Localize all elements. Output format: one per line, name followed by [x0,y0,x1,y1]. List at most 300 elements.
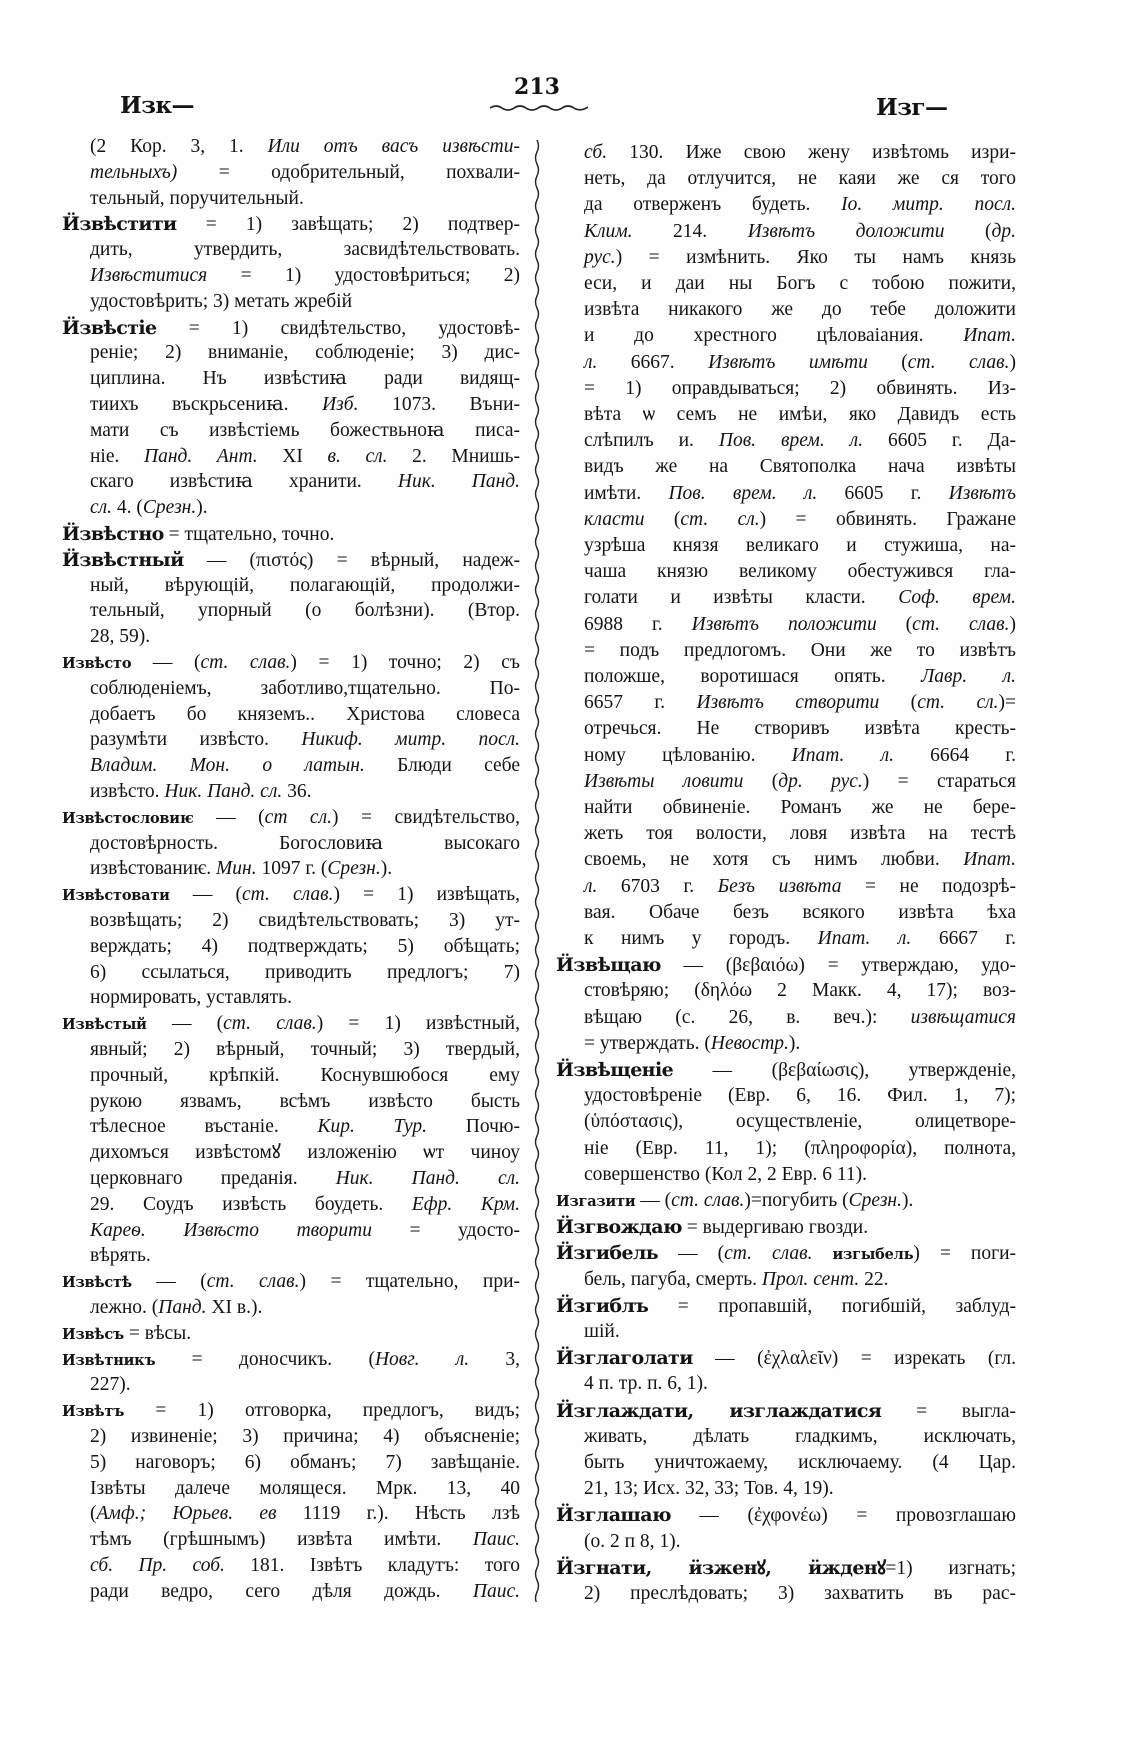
citation-italic: Ипат. [963,849,1016,871]
right-column-line [556,559,1016,585]
citation-italic: Никиф. митр. посл. [301,729,520,751]
right-column-line [556,1345,1016,1371]
definition-text: ніе. [90,445,145,467]
right-column-line [556,821,1016,847]
left-column-line [62,1011,520,1037]
definition-text: тельный, поручительный. [90,187,304,209]
citation-italic: л. [584,351,598,373]
definition-text: ( [879,692,918,714]
column-divider-wavy-line [530,140,544,1602]
citation-italic: ст. слав. [200,652,291,673]
definition-text: ) = обвинять. Гражане [759,508,1017,530]
citation-italic: ст. слав. [724,1243,813,1265]
definition-text: 214. [632,220,748,242]
right-column-line [556,1083,1016,1109]
right-column-line [556,585,1016,611]
definition-text: шій. [584,1321,620,1342]
headword: изгыбель [832,1246,914,1264]
citation-italic: Кареѳ. Извѣсто творити [90,1219,372,1241]
citation-italic: Лавр. л. [921,666,1016,687]
definition-text: = 1) отговорка, предлогъ, видъ; [124,1400,520,1422]
citation-italic: Извѣты ловити [584,770,744,792]
left-column-line [62,1192,520,1218]
citation-italic: Панд. [158,1297,207,1318]
definition-text: ( [644,508,681,530]
definition-text: явный; 2) вѣрный, точный; 3) твердый, [90,1039,520,1060]
left-column-line [62,547,520,573]
page-number: 213 [514,74,560,100]
definition-text: — (πιστός) = вѣрный, надеж- [183,549,520,571]
citation-italic: Изб. [322,394,359,415]
citation-italic: Невостр. [710,1032,789,1054]
left-column-line [62,1553,520,1579]
definition-text: чаша князю великому обестужився гла- [584,561,1016,583]
right-column-line [556,1136,1016,1162]
definition-text: 181. Ізвѣтъ кладутъ: того [224,1555,520,1576]
citation-italic: Паис. [472,1580,520,1602]
left-column-line [62,779,520,805]
right-column-line [556,1214,1016,1240]
left-column-line [62,1476,520,1502]
definition-text: ) [1009,613,1016,635]
citation-italic: ст. слав. [912,613,1010,635]
citation-italic: Кир. Тур. [317,1116,428,1138]
definition-text: разумѣти извѣсто. [90,729,302,751]
definition-text: ) [1009,351,1016,373]
citation-italic: Ник. Панд. сл. [164,781,283,802]
headword: Извѣсто [62,655,132,672]
citation-italic: сб. Пр. соб. [90,1555,225,1576]
definition-text: = выдергиваю гвозди. [681,1217,869,1239]
definition-text: ) = тщательно, при- [299,1271,520,1293]
definition-text: — ( [658,1243,725,1265]
definition-text: = вѣсы. [123,1322,192,1344]
headword: Ӥзвѣстно [62,523,164,545]
running-head-right: Изг— [876,94,948,121]
definition-text: удостовѣрить; 3) метать жребій [90,290,353,312]
definition-text: ) = свидѣтельство, [331,806,520,828]
left-column-line [62,727,520,753]
left-column-line [62,1140,520,1166]
right-column-line [556,1031,1016,1057]
right-column-line [556,1188,1016,1214]
definition-text: циплина. Нъ извѣстиꙗ ради видящ- [90,368,520,390]
right-column-line [556,1529,1016,1555]
citation-italic: сб. [584,142,608,163]
left-column-line [62,702,520,728]
definition-text: 3, [469,1348,520,1370]
definition-text: — (ἐχφονέω) = провозглашаю [670,1505,1016,1527]
definition-text: ) = измѣнить. Яко ты намъ князь [615,246,1016,268]
definition-text: Блюди себе [364,755,520,777]
right-column-line [556,1109,1016,1135]
definition-text: тиихъ въскрьсениꙗ. [90,394,323,415]
headword: Ӥзгнати, ӥзженꙋ, ӥжденꙋ [556,1556,886,1579]
citation-italic: Панд. Ант. [144,445,258,467]
definition-text: ). [380,858,393,880]
definition-text: ( [876,613,913,635]
right-column-line [556,1555,1016,1581]
definition-text: стовѣряю; (δηλόω 2 Макк. 4, 17); воз- [584,980,1016,1002]
citation-italic: Мин. [216,858,257,880]
definition-text: )=погубить ( [744,1190,849,1211]
definition-text: 227). [90,1374,131,1396]
citation-italic: Извѣтъ имѣти [708,351,868,373]
left-column-line [62,134,520,160]
right-column-line [556,978,1016,1004]
headword: Извѣстѣ [62,1274,132,1292]
headword: Ӥзвѣщаю [556,954,661,977]
right-column-line [556,481,1016,507]
headword: Извѣтникъ [62,1351,156,1369]
left-column-line [62,1269,520,1295]
definition-text: )= [998,692,1016,714]
definition-text: (о. 2 п 8, 1). [584,1530,681,1552]
definition-text: — ( [635,1190,672,1211]
citation-italic: Безъ извѣта [717,875,842,897]
right-column-line [556,664,1016,690]
citation-italic: Прол. сент. [761,1268,860,1290]
citation-italic: Паис. [472,1529,520,1551]
definition-text: 22. [859,1268,889,1290]
right-column-line [556,1476,1016,1502]
left-column-line [62,469,520,495]
definition-text: = подъ предлогомъ. Они же то извѣтъ [584,639,1016,661]
definition-text: жеть тоя волости, ловя извѣта на тестѣ [584,823,1016,845]
citation-italic: ст. сл. [680,508,760,530]
definition-text: извѣстованиѥ. [90,858,217,880]
definition-text: — (βεβαιόω) = утверждаю, удо- [660,955,1016,977]
definition-text: — ( [146,1013,224,1035]
left-column-line [62,1372,520,1398]
left-column-line [62,831,520,857]
running-head-left: Изк— [120,92,195,119]
definition-text: ( [743,770,779,792]
left-column-line [62,237,520,263]
citation-italic: Іо. митр. посл. [841,194,1017,216]
definition-text: 2. Мнишь- [387,445,520,467]
right-column-line [556,795,1016,821]
definition-text: и до хрестного цѣловаіания. [584,325,964,347]
citation-italic: Амф.; Юрьев. ев [96,1503,277,1525]
definition-text: ) = 1) извѣщать, [333,884,520,906]
left-column-line [62,934,520,960]
definition-text: отречься. Не створивъ извѣта кресть- [584,718,1016,740]
left-column-line [62,495,520,521]
headword: Ӥзвѣщеніе [556,1059,674,1081]
definition-text: ніе (Евр. 11, 1); (πληροφορία), полнота, [584,1137,1016,1159]
citation-italic: л. [584,875,598,897]
definition-text: ному цѣлованію. [584,744,792,766]
citation-italic: Срезн. [142,497,197,519]
definition-text: — (ἐχλαλεῖν) = изрекать (гл. [692,1348,1016,1370]
headword: Извѣсъ [62,1325,124,1343]
right-column-line [556,140,1016,166]
citation-italic: Ефр. Крм. [411,1193,520,1215]
headword: Ӥзвѣстіе [62,316,157,339]
definition-text: ) = поги- [913,1243,1017,1265]
right-column-line [556,743,1016,769]
left-column-line [62,985,520,1011]
definition-text: XI в.). [206,1297,263,1318]
right-column-line [556,900,1016,926]
right-column-line [556,376,1016,402]
left-column-line [62,1218,520,1244]
definition-text: прочный, крѣпкій. Коснувшюбося ему [90,1064,520,1086]
definition-text: скаго извѣстиꙗ хранити. [90,471,398,493]
definition-text: 6605 г. [817,482,949,504]
right-column-line [556,245,1016,271]
divider-path [536,140,539,1602]
citation-italic: тельныхъ) [90,161,178,183]
right-column-line [556,1581,1016,1607]
left-column-line [62,650,520,676]
definition-text: = 1) удостовѣриться; 2) [207,265,520,286]
headword: Изгазити [556,1193,636,1210]
left-column-line [62,521,520,547]
right-column-line [556,1005,1016,1031]
citation-italic: Ипат. л. [817,928,912,949]
definition-text: = доносчикъ. ( [155,1348,375,1370]
definition-text: ( [944,220,992,242]
left-column-line [62,418,520,444]
definition-text: рукою язвамъ, всѣмъ извѣсто бысть [90,1090,520,1112]
left-column-line [62,340,520,366]
definition-text: к нимъ у городъ. [584,928,818,949]
definition-text [813,1243,833,1264]
definition-text: ( [90,1503,97,1525]
left-column-line [62,1579,520,1605]
page-number-wavy-rule [490,102,588,112]
left-column-line [62,1114,520,1140]
citation-italic: класти [584,508,645,530]
definition-text: живать, дѣлать гладкимъ, исключать, [584,1425,1016,1447]
definition-text: 29. Соудъ извѣсть боудеть. [90,1193,412,1215]
left-column-line [62,573,520,599]
definition-text: = 1) свидѣтельство, удостовѣ- [156,317,520,339]
citation-italic: Извѣтъ [948,482,1016,504]
definition-text: 130. Иже свою жену извѣтомь изри- [607,142,1016,163]
right-column-line [556,323,1016,349]
left-column-line [62,186,520,212]
left-column-line [62,1398,520,1424]
definition-text: вѣщаю (с. 26, в. веч.): [584,1006,911,1028]
left-column-line [62,598,520,624]
left-column-line [62,1424,520,1450]
citation-italic: Извѣтъ створити [696,692,880,714]
definition-text: ). [788,1032,801,1054]
definition-text: положше, воротишася опять. [584,666,922,687]
definition-text: ради ведро, сего дѣля дождь. [90,1580,473,1602]
definition-text: бель, пагуба, смерть. [584,1268,762,1290]
definition-text: 6657 г. [584,692,697,714]
right-column-line [556,1267,1016,1293]
left-column-line [62,908,520,934]
definition-text: 1073. Въни- [358,394,520,415]
right-column-line [556,350,1016,376]
citation-italic: ст. слав. [241,884,334,906]
left-column-line [62,1089,520,1115]
headword: Извѣстый [62,1016,147,1034]
right-column-line [556,1502,1016,1528]
left-column-line [62,1321,520,1347]
left-column-line [62,1037,520,1063]
definition-text: своемь, не хотя съ нимъ любви. [584,849,964,871]
citation-italic: Ник. Панд. сл. [335,1168,520,1189]
citation-italic: сл. [90,497,113,519]
definition-text: лежно. ( [90,1297,159,1318]
definition-text: вѣрять. [90,1245,151,1267]
right-column-line [556,1398,1016,1424]
right-column-line [556,638,1016,664]
definition-text: XI [257,445,328,467]
citation-italic: ст. слав. [671,1190,745,1211]
definition-text: ). [196,497,208,519]
citation-italic: Срезн. [327,858,381,880]
left-column-line [62,211,520,237]
citation-italic: ст. слав. [223,1013,317,1035]
headword: Извѣтъ [62,1403,125,1421]
citation-italic: ст. слав. [206,1271,300,1293]
definition-text: голати и извѣты класти. [584,587,899,609]
left-column-line [62,1295,520,1321]
left-column-line [62,366,520,392]
headword: Ӥзвѣстити [62,213,177,236]
definition-text: (ὑπόστασις), осуществленіе, олицетворе- [584,1111,1016,1133]
definition-text: 4. ( [112,497,143,519]
headword: Ӥзгибель [556,1242,659,1265]
definition-text: = тщательно, точно. [163,524,335,545]
citation-italic: др. [991,220,1016,242]
definition-text: вая. Обаче безъ всякого извѣта ѣха [584,901,1016,923]
definition-text: ( [867,351,908,373]
headword: Ӥзгвождаю [556,1216,682,1239]
wavy-rule-path [490,106,588,110]
definition-text: 4 п. тр. п. 6, 1). [584,1373,708,1395]
citation-italic: Или отъ васъ извѣсти- [267,136,521,157]
definition-text: — ( [131,1271,207,1293]
right-column-line [556,219,1016,245]
definition-text: ). [901,1190,914,1211]
definition-text: 6988 г. [584,613,692,635]
headword: Ӥзглашаю [556,1504,671,1527]
definition-text: ) = 1) точно; 2) съ [290,652,520,673]
right-column-line [556,952,1016,978]
headword: Ӥзглаголати [556,1347,693,1370]
right-column-line [556,874,1016,900]
headword: Извѣстовати [62,887,170,905]
definition-text: дить, утвердить, засвидѣтельствовать. [90,239,520,261]
citation-italic: Извѣститися [90,265,208,286]
definition-text: да отверженъ будеть. [584,194,842,216]
definition-text: = удосто- [371,1219,520,1241]
definition-text: 5) наговоръ; 6) обманъ; 7) завѣщаніе. [90,1451,520,1473]
left-column-line [62,1527,520,1553]
definition-text: слѣпилъ и. [584,430,719,452]
definition-text: извѣсто. [90,781,165,802]
citation-italic: Пов. врем. л. [718,430,864,452]
right-column-line [556,402,1016,428]
definition-text: нормировать, уставлять. [90,987,292,1009]
right-column-line [556,690,1016,716]
right-column-line [556,1450,1016,1476]
definition-text: 6703 г. [597,875,718,897]
left-column-line [62,315,520,341]
definition-text: извѣта никакого же до тебе доложити [584,299,1016,321]
right-column-line [556,297,1016,323]
definition-text: 36. [282,781,312,802]
definition-text: имѣти. [584,482,669,504]
headword: Ӥзгиблъ [556,1294,649,1317]
right-column-line [556,1371,1016,1397]
definition-text: возвѣщать; 2) свидѣтельствовать; 3) ут- [90,910,520,931]
definition-text: 6667 г. [911,928,1016,949]
definition-text: 28, 59). [90,626,151,648]
definition-text: 21, 13; Исх. 32, 33; Тов. 4, 19). [584,1478,834,1500]
definition-text: неть, да отлучится, не каяи же ся того [584,168,1016,190]
left-column-line [62,676,520,702]
definition-text: дихомъся извѣстомꙋ изложенію ѡт чиноу [90,1142,520,1164]
right-column-line [556,1240,1016,1266]
definition-text: тѣмъ (грѣшнымъ) извѣта имѣти. [90,1529,473,1551]
right-column-line [556,454,1016,480]
definition-text: = выгла- [881,1400,1016,1422]
citation-italic: Извѣтъ доложити [747,220,945,242]
definition-text: церковнаго преданія. [90,1168,336,1189]
right-column-line [556,166,1016,192]
left-column-line [62,1501,520,1527]
citation-italic: Ник. Панд. [397,471,521,493]
definition-text: ) = 1) извѣстный, [316,1013,520,1035]
definition-text: быть уничтожаему, исключаему. (4 Цар. [584,1452,1016,1473]
definition-text: тельный, упорный (о болѣзни). (Втор. [90,600,520,622]
citation-italic: Владим. Мон. о латын. [90,755,365,777]
definition-text: ный, вѣрующій, полагающій, продолжи- [90,574,520,596]
definition-text: 6605 г. Да- [863,430,1016,452]
definition-text: (2 Кор. 3, 1. [90,136,268,157]
citation-italic: Ипат. [963,325,1016,347]
definition-text: — (βεβαίωσις), утвержденіе, [673,1060,1016,1081]
left-column-line [62,882,520,908]
definition-text: = одобрительный, похвали- [177,161,520,183]
definition-text: = 1) оправдываться; 2) обвинять. Из- [584,377,1016,399]
right-column-line [556,716,1016,742]
left-column-line [62,263,520,289]
left-column-line [62,1166,520,1192]
headword: Ӥзглаждати, изглаждатися [556,1399,882,1422]
citation-italic: ст сл. [264,806,332,828]
right-column-line [556,1319,1016,1345]
definition-text: ) = стараться [862,770,1016,792]
citation-italic: в. сл. [327,445,388,467]
citation-italic: Срезн. [848,1190,902,1211]
right-column-line [556,271,1016,297]
definition-text: еси, и даи ны Богъ с тобою пожити, [584,273,1016,294]
left-column-line [62,289,520,315]
definition-text: мати съ извѣстіемь божествьноꙗ писа- [90,419,520,441]
right-column-line [556,1293,1016,1319]
definition-text: найти обвиненіе. Романъ же не бере- [584,797,1016,818]
definition-text: =1) изгнать; [885,1557,1016,1579]
definition-text: — ( [193,806,265,828]
left-column-line [62,1450,520,1476]
left-column-line [62,392,520,418]
definition-text: верждать; 4) подтверждать; 5) обѣщать; [90,935,520,957]
headword: Ӥзвѣстный [62,548,184,571]
right-column-line [556,533,1016,559]
definition-text: реніе; 2) вниманіе, соблюденіе; 3) дис- [90,342,520,364]
definition-text: Почю- [427,1116,520,1138]
